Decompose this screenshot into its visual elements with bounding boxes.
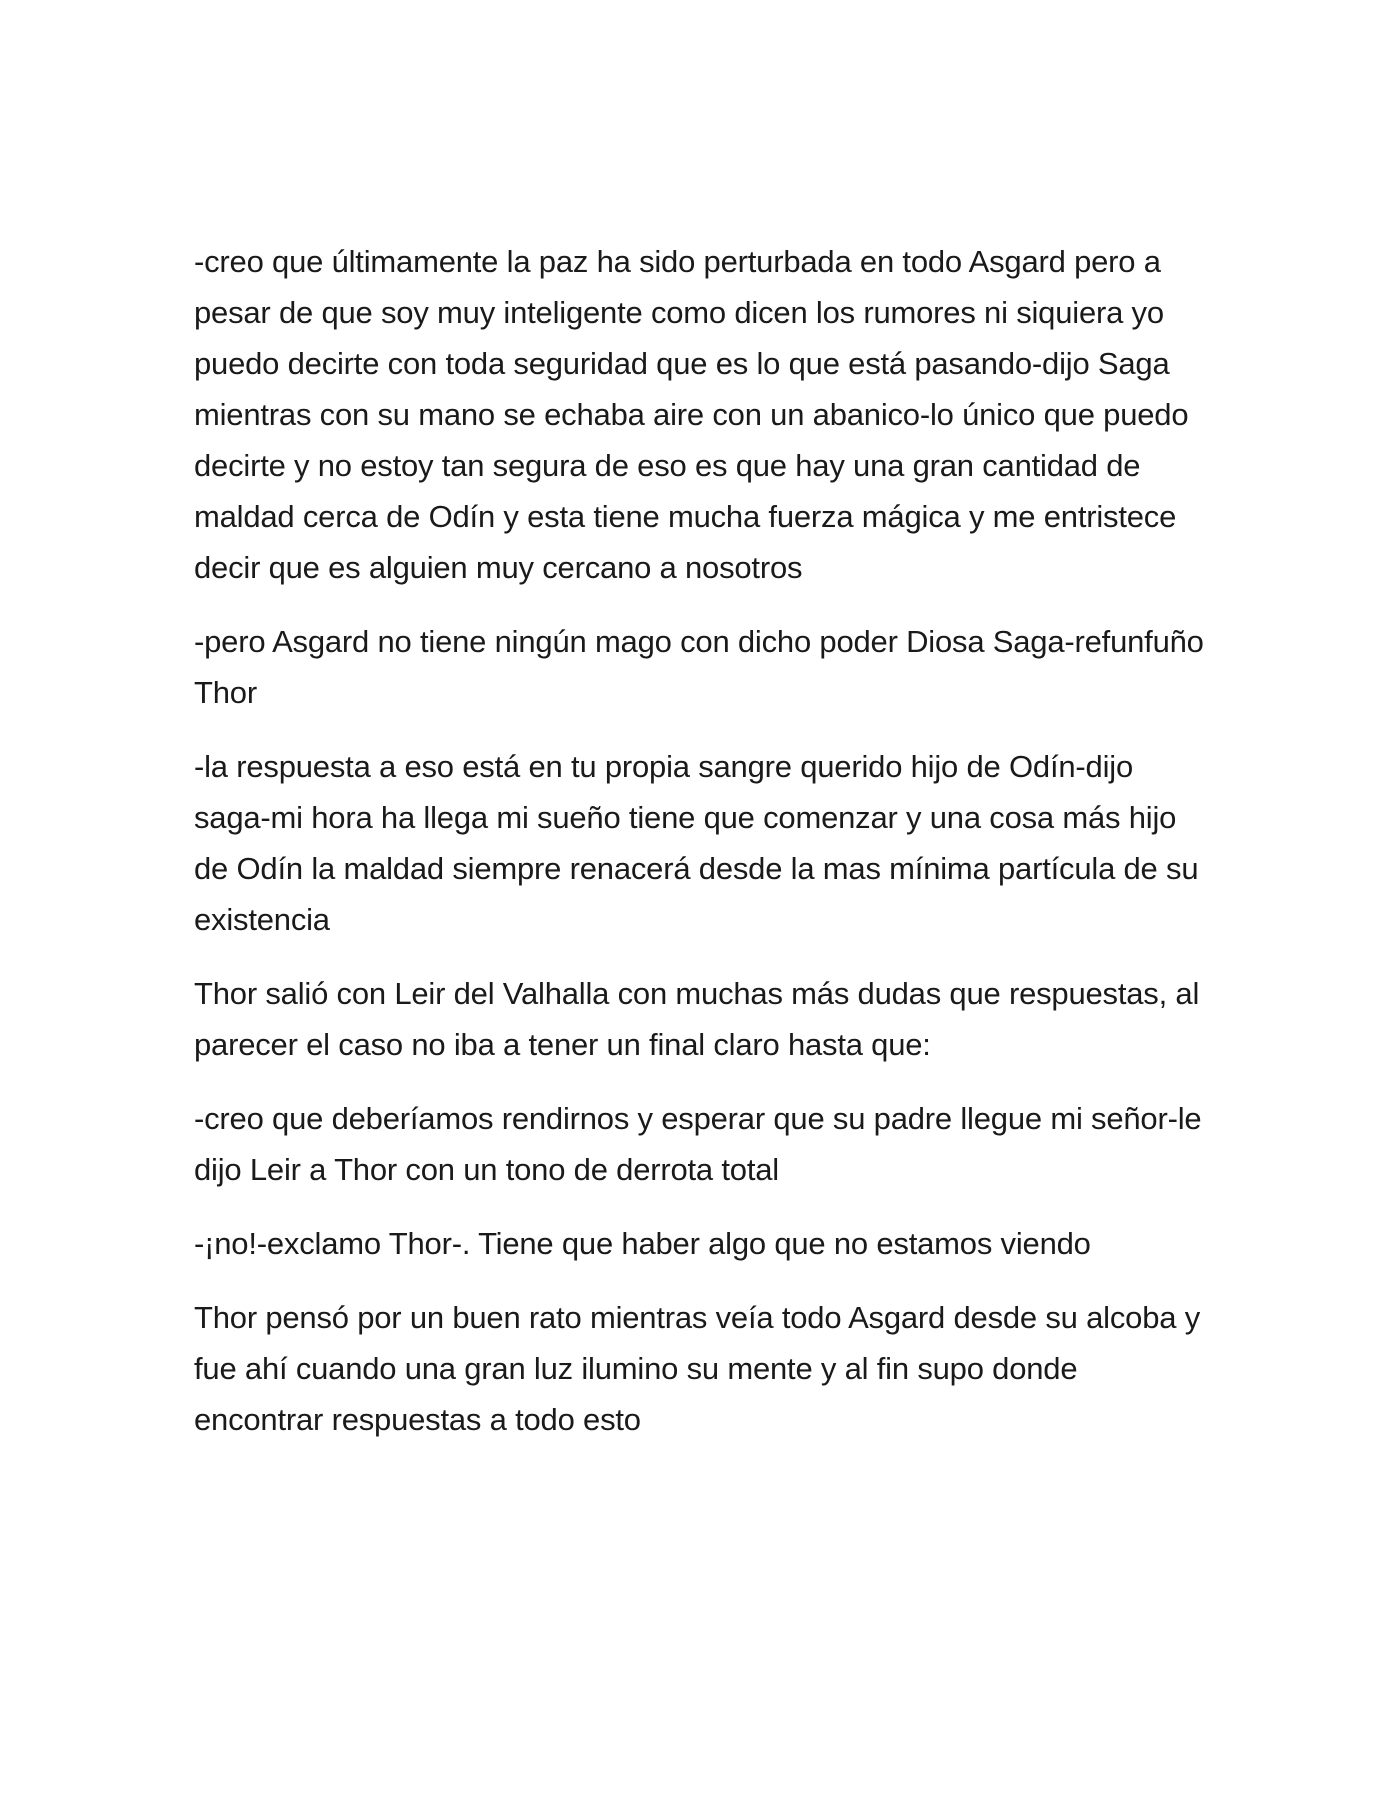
paragraph-1: -creo que últimamente la paz ha sido perturbada en todo Asgard pero a pesar de que soy muy inteligente como dicen los rumores ni siquiera yo puedo decirte con toda seguridad que es lo que está pasando-dijo Saga mientras con su mano se echaba aire con un abanico-lo único que puedo decirte y no estoy tan segura de eso es que hay una gran cantidad de maldad cerca de Odín y esta tiene mucha fuerza mágica y me entristece decir que es alguien muy cercano a nosotros bbox=[194, 244, 1189, 585]
document-body bbox=[194, 236, 1214, 1468]
paragraph-3: -la respuesta a eso está en tu propia sangre querido hijo de Odín-dijo saga-mi hora ha llega mi sueño tiene que comenzar y una cosa más hijo de Odín la maldad siempre renacerá desde la mas mínima partícula de su existencia bbox=[194, 749, 1199, 937]
paragraph-6: -¡no!-exclamo Thor-. Tiene que haber algo que no estamos viendo bbox=[194, 1226, 1091, 1261]
paragraph-5: -creo que deberíamos rendirnos y esperar que su padre llegue mi señor-le dijo Leir a Thor con un tono de derrota total bbox=[194, 1101, 1202, 1187]
paragraph-4: Thor salió con Leir del Valhalla con muchas más dudas que respuestas, al parecer el caso no iba a tener un final claro hasta que: bbox=[194, 976, 1200, 1062]
paragraph-7: Thor pensó por un buen rato mientras veía todo Asgard desde su alcoba y fue ahí cuando una gran luz ilumino su mente y al fin supo donde encontrar respuestas a todo esto bbox=[194, 1300, 1200, 1437]
paragraph-2: -pero Asgard no tiene ningún mago con dicho poder Diosa Saga-refunfuño Thor bbox=[194, 624, 1204, 710]
